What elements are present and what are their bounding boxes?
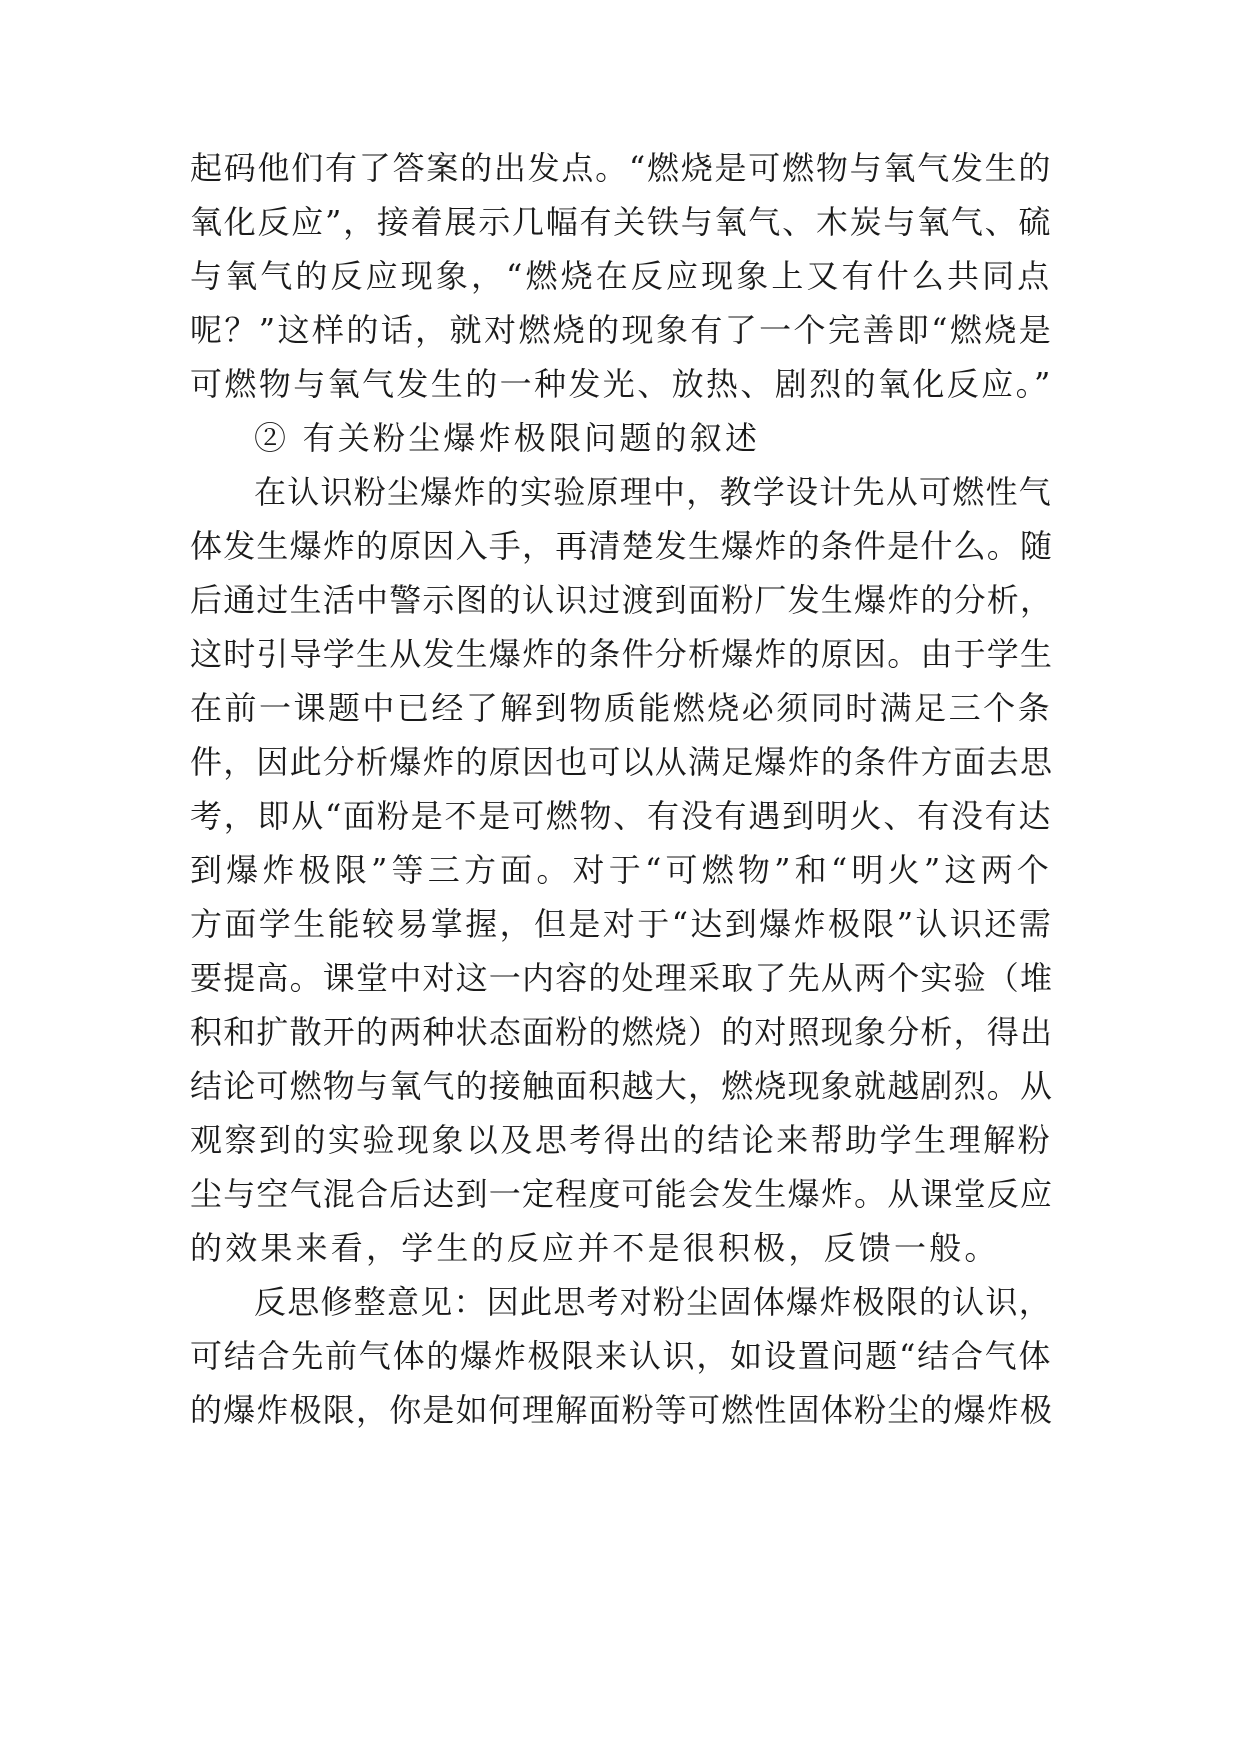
section-heading: ② 有关粉尘爆炸极限问题的叙述 <box>254 419 761 457</box>
paragraph-line: 的爆炸极限，你是如何理解面粉等可燃性固体粉尘的爆炸极 <box>190 1391 1054 1429</box>
paragraph-line: 可燃物与氧气发生的一种发光、放热、剧烈的氧化反应。” <box>190 365 1053 403</box>
paragraph-line: 考，即从“面粉是不是可燃物、有没有遇到明火、有没有达 <box>190 797 1052 835</box>
paragraph-line: 在前一课题中已经了解到物质能燃烧必须同时满足三个条 <box>190 689 1052 727</box>
paragraph-line: 与氧气的反应现象，“燃烧在反应现象上又有什么共同点 <box>190 257 1052 295</box>
paragraph-line: 方面学生能较易掌握，但是对于“达到爆炸极限”认识还需 <box>190 905 1054 943</box>
paragraph-line: 起码他们有了答案的出发点。“燃烧是可燃物与氧气发生的 <box>190 149 1052 187</box>
paragraph-line: 呢？”这样的话，就对燃烧的现象有了一个完善即“燃烧是 <box>190 311 1054 349</box>
paragraph-line: 体发生爆炸的原因入手，再清楚发生爆炸的条件是什么。随 <box>190 527 1054 565</box>
paragraph-line: 积和扩散开的两种状态面粉的燃烧）的对照现象分析，得出 <box>190 1013 1054 1051</box>
paragraph-line: 的效果来看，学生的反应并不是很积极，反馈一般。 <box>190 1229 1000 1267</box>
paragraph-line: 在认识粉尘爆炸的实验原理中，教学设计先从可燃性气 <box>254 473 1052 511</box>
paragraph-line: 可结合先前气体的爆炸极限来认识，如设置问题“结合气体 <box>190 1337 1052 1375</box>
paragraph-line: 观察到的实验现象以及思考得出的结论来帮助学生理解粉 <box>190 1121 1052 1159</box>
paragraph-line: 这时引导学生从发生爆炸的条件分析爆炸的原因。由于学生 <box>190 635 1054 673</box>
paragraph-line: 到爆炸极限”等三方面。对于“可燃物”和“明火”这两个 <box>190 851 1052 889</box>
paragraph-line: 尘与空气混合后达到一定程度可能会发生爆炸。从课堂反应 <box>190 1175 1054 1213</box>
paragraph-line: 反思修整意见：因此思考对粉尘固体爆炸极限的认识， <box>254 1283 1052 1321</box>
paragraph-line: 件，因此分析爆炸的原因也可以从满足爆炸的条件方面去思 <box>190 743 1054 781</box>
paragraph-line: 氧化反应”，接着展示几幅有关铁与氧气、木炭与氧气、硫 <box>190 203 1052 241</box>
paragraph-line: 后通过生活中警示图的认识过渡到面粉厂发生爆炸的分析， <box>190 581 1054 619</box>
paragraph-line: 要提高。课堂中对这一内容的处理采取了先从两个实验（堆 <box>190 959 1054 997</box>
paragraph-line: 结论可燃物与氧气的接触面积越大，燃烧现象就越剧烈。从 <box>190 1067 1054 1105</box>
